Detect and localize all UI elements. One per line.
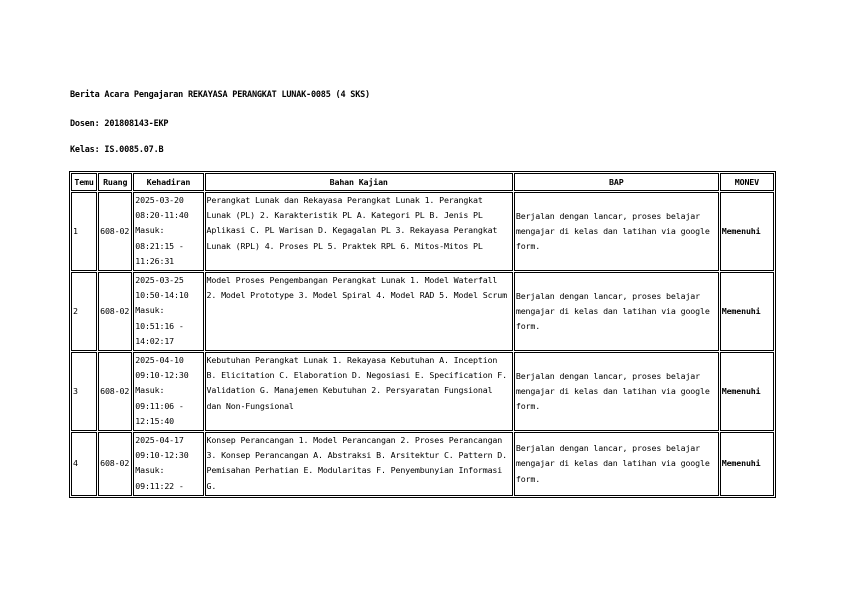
kehadiran-label: Masuk: xyxy=(135,385,165,396)
cell-kehadiran xyxy=(133,272,203,351)
kehadiran-date: 2025-04-10 xyxy=(135,355,184,365)
cell-ruang: 608-02 xyxy=(98,192,132,271)
cell-monev: Memenuhi xyxy=(720,272,774,351)
cell-bahan-kajian: Perangkat Lunak dan Rekayasa Perangkat Lunak 1. Perangkat Lunak (PL) 2. Karakteristik PL A. Kategori PL B. Jenis PL Aplikasi C. PL Warisan D. Kegagalan PL 3. Rekayasa Perangkat Lunak (RPL) 4. Proses PL 5. Praktek RPL 6. Mitos-Mitos PL xyxy=(205,192,513,271)
cell-kehadiran xyxy=(133,352,203,431)
col-header-bap: BAP xyxy=(514,173,719,191)
col-header-monev: MONEV xyxy=(720,173,774,191)
kehadiran-out: 12:15:40 xyxy=(135,415,175,426)
cell-ruang: 608-02 xyxy=(98,352,132,431)
cell-bahan-kajian: Model Proses Pengembangan Perangkat Lunak 1. Model Waterfall 2. Model Prototype 3. Model Spiral 4. Model RAD 5. Model Scrum xyxy=(205,272,513,351)
cell-temu: 1 xyxy=(71,192,97,271)
table-row xyxy=(71,272,774,351)
cell-ruang: 608-02 xyxy=(98,272,132,351)
cell-temu: 3 xyxy=(71,352,97,431)
table-row xyxy=(71,192,774,271)
cell-temu: 2 xyxy=(71,272,97,351)
kehadiran-schedule: 09:10-12:30 xyxy=(135,370,189,381)
kehadiran-schedule: 09:10-12:30 xyxy=(135,450,189,461)
kehadiran-in: 09:11:06 - xyxy=(135,400,184,411)
cell-monev: Memenuhi xyxy=(720,432,774,496)
cell-bap: Berjalan dengan lancar, proses belajar mengajar di kelas dan latihan via google form. xyxy=(514,192,719,271)
cell-ruang: 608-02 xyxy=(98,432,132,496)
lecturer-line: Dosen: 201808143-EKP xyxy=(70,119,169,129)
kehadiran-out: 14:02:17 xyxy=(135,335,175,346)
kehadiran-in: 09:11:22 - xyxy=(135,480,184,491)
table-header-row xyxy=(71,173,774,191)
cell-bap: Berjalan dengan lancar, proses belajar mengajar di kelas dan latihan via google form. xyxy=(514,272,719,351)
class-line: Kelas: IS.0085.07.B xyxy=(70,145,164,155)
cell-bahan-kajian: Konsep Perancangan 1. Model Perancangan 2. Proses Perancangan 3. Konsep Perancangan A. Abstraksi B. Arsitektur C. Pattern D. Pemisahan Perhatian E. Modularitas F. Penyembunyian Informasi G. xyxy=(205,432,513,496)
cell-bahan-kajian: Kebutuhan Perangkat Lunak 1. Rekayasa Kebutuhan A. Inception B. Elicitation C. Elaboration D. Negosiasi E. Specification F. Validation G. Manajemen Kebutuhan 2. Persyaratan Fungsional dan Non-Fungsional xyxy=(205,352,513,431)
kehadiran-label: Masuk: xyxy=(135,465,165,476)
cell-kehadiran xyxy=(133,192,203,271)
table-row xyxy=(71,432,774,496)
col-header-bahan-kajian: Bahan Kajian xyxy=(205,173,513,191)
cell-kehadiran xyxy=(133,432,203,496)
kehadiran-out: 11:26:31 xyxy=(135,255,175,266)
kehadiran-label: Masuk: xyxy=(135,305,165,316)
teaching-log-table xyxy=(69,171,776,498)
kehadiran-date: 2025-03-25 xyxy=(135,275,184,285)
cell-bap: Berjalan dengan lancar, proses belajar mengajar di kelas dan latihan via google form. xyxy=(514,352,719,431)
table-row xyxy=(71,352,774,431)
kehadiran-in: 10:51:16 - xyxy=(135,320,184,331)
kehadiran-schedule: 10:50-14:10 xyxy=(135,290,189,301)
cell-temu: 4 xyxy=(71,432,97,496)
document-title: Berita Acara Pengajaran REKAYASA PERANGKAT LUNAK-0085 (4 SKS) xyxy=(70,90,370,100)
cell-bap: Berjalan dengan lancar, proses belajar mengajar di kelas dan latihan via google form. xyxy=(514,432,719,496)
col-header-kehadiran: Kehadiran xyxy=(133,173,203,191)
kehadiran-in: 08:21:15 - xyxy=(135,240,184,251)
cell-monev: Memenuhi xyxy=(720,352,774,431)
kehadiran-schedule: 08:20-11:40 xyxy=(135,210,189,221)
cell-monev: Memenuhi xyxy=(720,192,774,271)
col-header-temu: Temu xyxy=(71,173,97,191)
kehadiran-date: 2025-04-17 xyxy=(135,435,184,445)
kehadiran-label: Masuk: xyxy=(135,225,165,236)
kehadiran-date: 2025-03-20 xyxy=(135,195,184,205)
col-header-ruang: Ruang xyxy=(98,173,132,191)
